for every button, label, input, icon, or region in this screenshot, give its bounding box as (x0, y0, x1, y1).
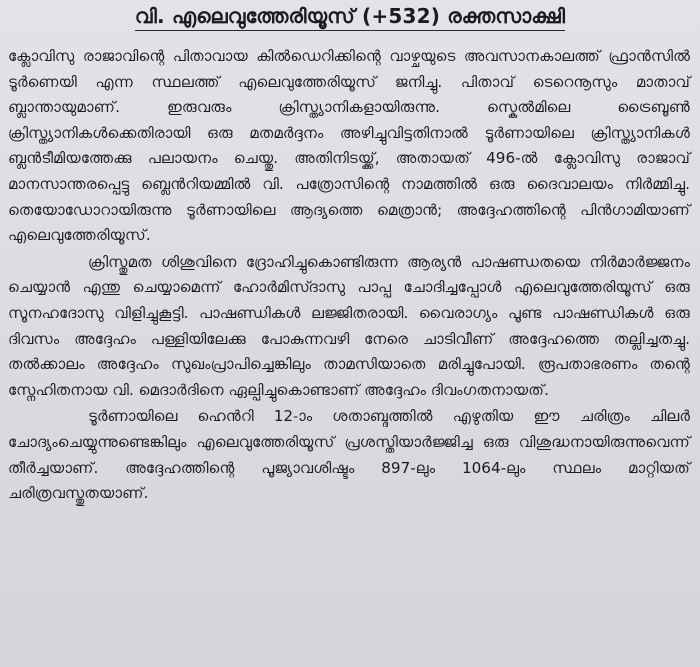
paragraph-2: ക്രിസ്തുമത ശിശുവിനെ ദ്രോഹിച്ചുകൊണ്ടിരുന്ന ആര്യൻ പാഷണ്ഡതയെ നിർമാർജ്ജനം ചെയ്യാൻ എന്തു ചെയ്യാമെന്ന് ഹോർമിസ്ദാസു പാപ്പ ചോദിച്ചപ്പോൾ എലെവുത്തേരിയൂസ് ഒരു സൂനഹദോസു വിളിച്ചുകൂട്ടി. പാഷണ്ഡികൾ ലജ്ജിതരായി. വൈരാഗ്യം പൂണ്ട പാഷണ്ഡികൾ ഒരു ദിവസം അദ്ദേഹം പള്ളിയിലേക്കു പോകുന്നവഴി നേരെ ചാടിവീണ് അദ്ദേഹത്തെ തല്ലിച്ചതച്ചു. തൽക്കാലം അദ്ദേഹം സുഖംപ്രാപിച്ചെങ്കിലും താമസിയാതെ മരിച്ചുപോയി. രൂപതാഭരണം തന്റെ സ്നേഹിതനായ വി. മെദാർദിനെ ഏല്പിച്ചുകൊണ്ടാണ് അദ്ദേഹം ദിവംഗതനായത്. (8, 252, 690, 399)
paragraph-3: ടൂർണായിലെ ഹെൻറി 12-ാം ശതാബ്ദത്തിൽ എഴുതിയ ഈ ചരിത്രം ചിലർ ചോദ്യംചെയ്യുന്നുണ്ടെങ്കിലും എലെവുത്തേരിയൂസ് പ്രശസ്തിയാർജ്ജിച്ച ഒരു വിശുദ്ധനായിരുന്നുവെന്ന് തീർച്ചയാണ്. അദ്ദേഹത്തിന്റെ പൂജ്യാവശിഷ്ടം 897-ലും 1064-ലും സ്ഥലം മാറ്റിയത് ചരിത്രവസ്തുതയാണ്. (8, 407, 690, 503)
body-text (8, 44, 690, 507)
paragraph-1: ക്ലോവിസു രാജാവിന്റെ പിതാവായ കിൽഡെറിക്കിന്റെ വാഴ്ചയുടെ അവസാനകാലത്ത് ഫ്രാൻസിൽ ടൂർണെയി എന്ന സ്ഥലത്ത് എലെവുത്തേരിയൂസ് ജനിച്ചു. പിതാവ് ടെറെനൂസും മാതാവ് ബ്ലാന്തായുമാണ്. ഇരുവരും ക്രിസ്ത്യാനികളായിരുന്നു. സ്കെൽമിലെ ട്രൈബൂൺ ക്രിസ്ത്യാനികൾക്കെതിരായി ഒരു മതമർദ്ദനം അഴിച്ചുവിട്ടതിനാൽ ടൂർണായിലെ ക്രിസ്ത്യാനികൾ ബ്ലൻടീമിയത്തേക്കു പലായനം ചെയ്തു. അതിനിടയ്ക്ക്, അതായത് 496-ൽ ക്ലോവിസു രാജാവ് മാനസാന്തരപ്പെട്ടു ബ്ലെൻറിയമ്മിൽ വി. പത്രോസിന്റെ നാമത്തിൽ ഒരു ദൈവാലയം നിർമ്മിച്ചു. തെയോഡോറായിരുന്നു ടൂർണായിലെ ആദ്യത്തെ മെത്രാൻ; അദ്ദേഹത്തിന്റെ പിൻഗാമിയാണ് എലെവുത്തേരിയൂസ്. (8, 47, 690, 245)
title-block (0, 4, 700, 31)
page-title: വി. എലെവുത്തേരിയൂസ് (+532) രക്തസാക്ഷി (135, 4, 565, 31)
